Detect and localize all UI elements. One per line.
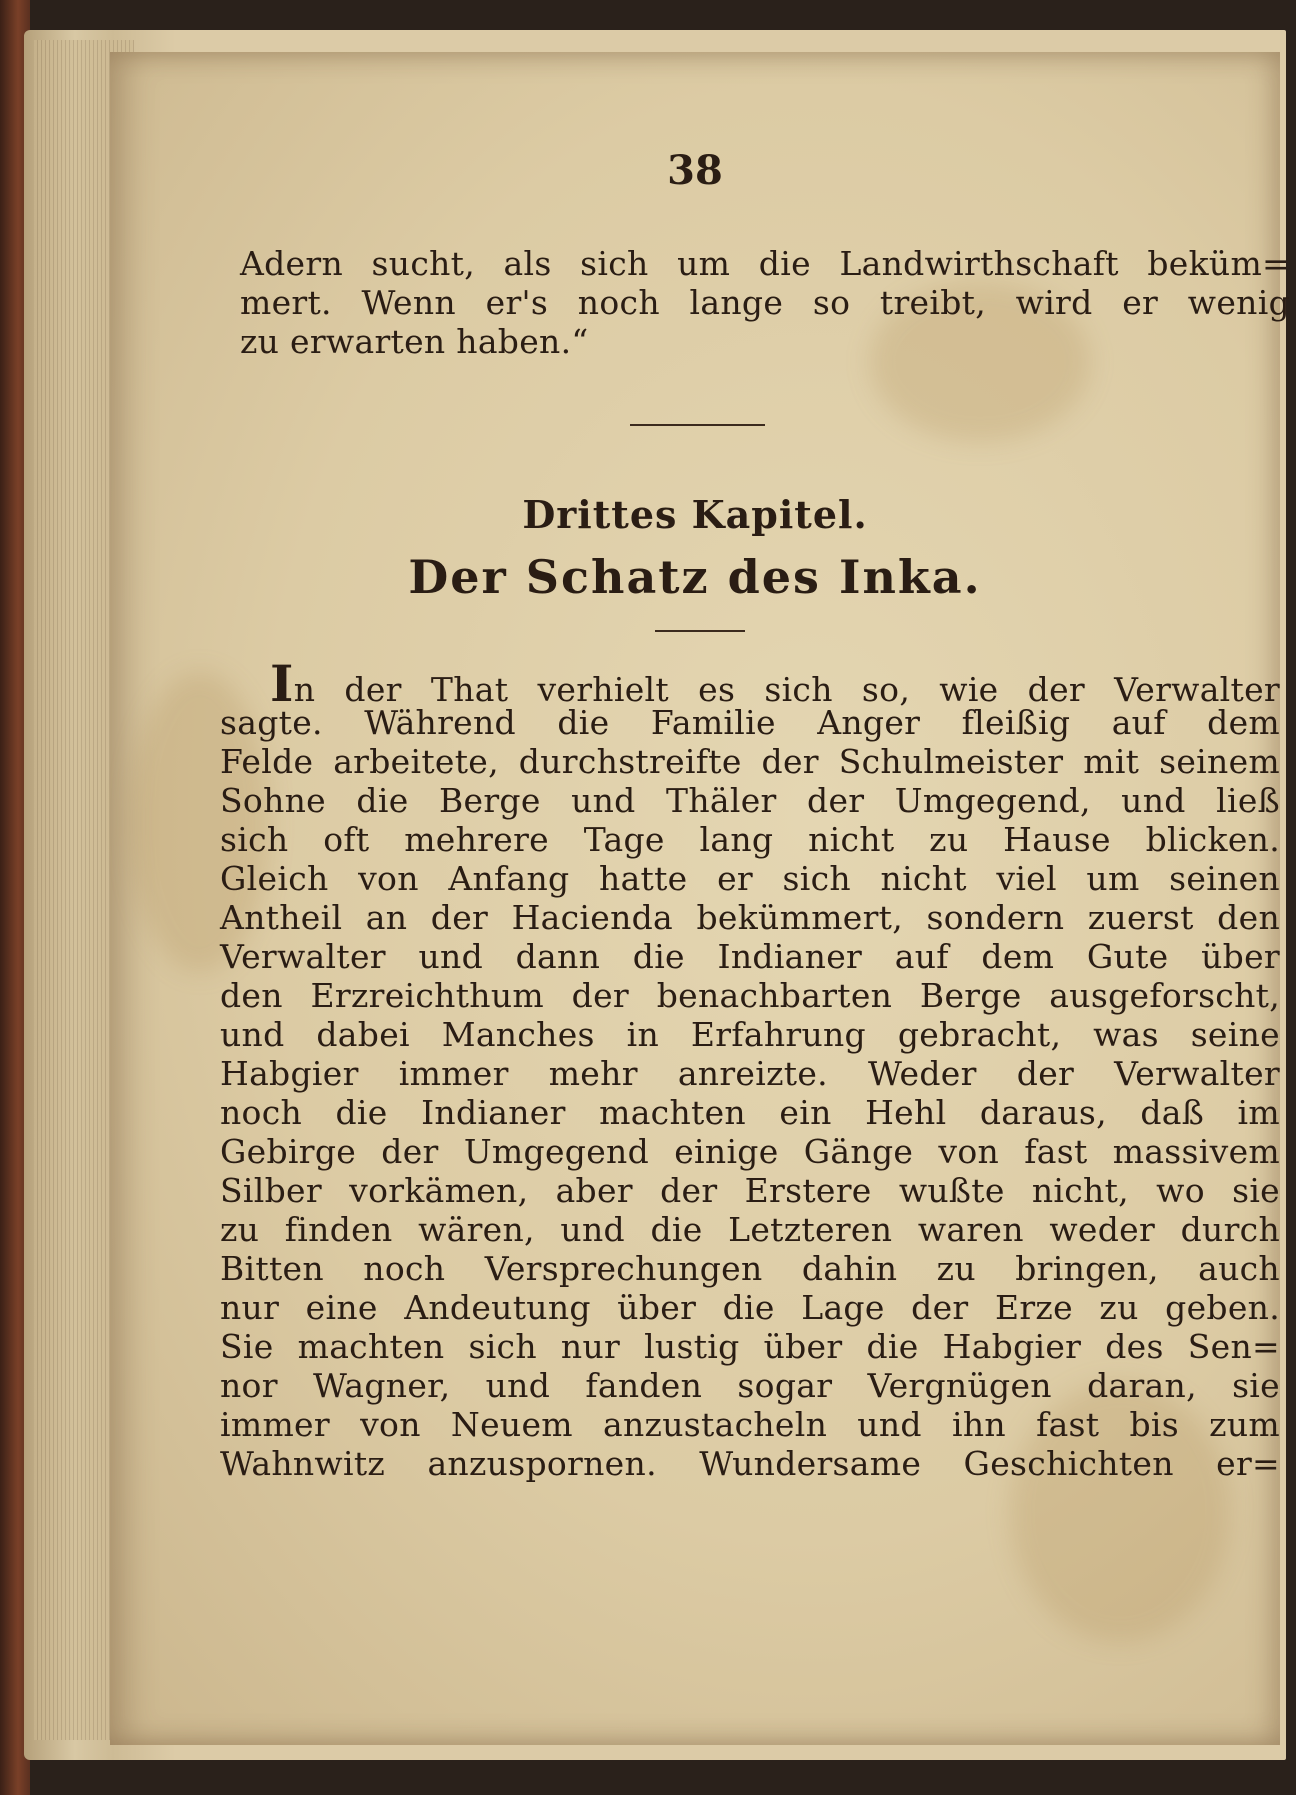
text-line: Felde arbeitete, durchstreifte der Schulmeister mit seinem xyxy=(220,742,1280,781)
text-line: Sie machten sich nur lustig über die Habgier des Sen= xyxy=(220,1327,1280,1366)
text-line: Wahnwitz anzuspornen. Wundersame Geschichten er= xyxy=(220,1444,1280,1483)
text-line: Habgier immer mehr anreizte. Weder der Verwalter xyxy=(220,1054,1280,1093)
text-line: Bitten noch Versprechungen dahin zu bringen, auch xyxy=(220,1249,1280,1288)
text-line: noch die Indianer machten ein Hehl daraus, daß im xyxy=(220,1093,1280,1132)
text-line: den Erzreichthum der benachbarten Berge ausgeforscht, xyxy=(220,976,1280,1015)
text-line: Verwalter und dann die Indianer auf dem Gute über xyxy=(220,937,1280,976)
drop-capital: I xyxy=(270,654,294,713)
text-line: nor Wagner, und fanden sogar Vergnügen daran, sie xyxy=(220,1366,1280,1405)
text-line: Antheil an der Hacienda bekümmert, sondern zuerst den xyxy=(220,898,1280,937)
chapter-paragraph xyxy=(220,654,1280,1483)
text-line: Gebirge der Umgegend einige Gänge von fast massivem xyxy=(220,1132,1280,1171)
chapter-number: Drittes Kapitel. xyxy=(522,492,868,537)
text-line: Adern sucht, als sich um die Landwirthschaft beküm= xyxy=(240,244,1290,283)
title-divider xyxy=(655,630,745,632)
chapter-title: Der Schatz des Inka. xyxy=(408,550,982,604)
section-divider xyxy=(630,424,765,426)
text-line: zu erwarten haben.“ xyxy=(240,322,589,361)
page-number: 38 xyxy=(667,147,723,194)
text-line: Sohne die Berge und Thäler der Umgegend, und ließ xyxy=(220,781,1280,820)
continued-paragraph xyxy=(240,244,1290,361)
text-line-first xyxy=(220,654,1280,713)
text-line: sich oft mehrere Tage lang nicht zu Hause blicken. xyxy=(220,820,1280,859)
text-line: und dabei Manches in Erfahrung gebracht, was seine xyxy=(220,1015,1280,1054)
text-line: sagte. Während die Familie Anger fleißig auf dem xyxy=(220,703,1280,742)
text-line: Silber vorkämen, aber der Erstere wußte nicht, wo sie xyxy=(220,1171,1280,1210)
text-line: zu finden wären, und die Letzteren waren weder durch xyxy=(220,1210,1280,1249)
first-line-rest: n der That verhielt es sich so, wie der Verwalter xyxy=(293,670,1280,709)
text-line: nur eine Andeutung über die Lage der Erze zu geben. xyxy=(220,1288,1280,1327)
text-line: mert. Wenn er's noch lange so treibt, wird er wenig xyxy=(240,283,1290,322)
book-page xyxy=(110,52,1290,1745)
text-line: Gleich von Anfang hatte er sich nicht viel um seinen xyxy=(220,859,1280,898)
text-line: immer von Neuem anzustacheln und ihn fast bis zum xyxy=(220,1405,1280,1444)
